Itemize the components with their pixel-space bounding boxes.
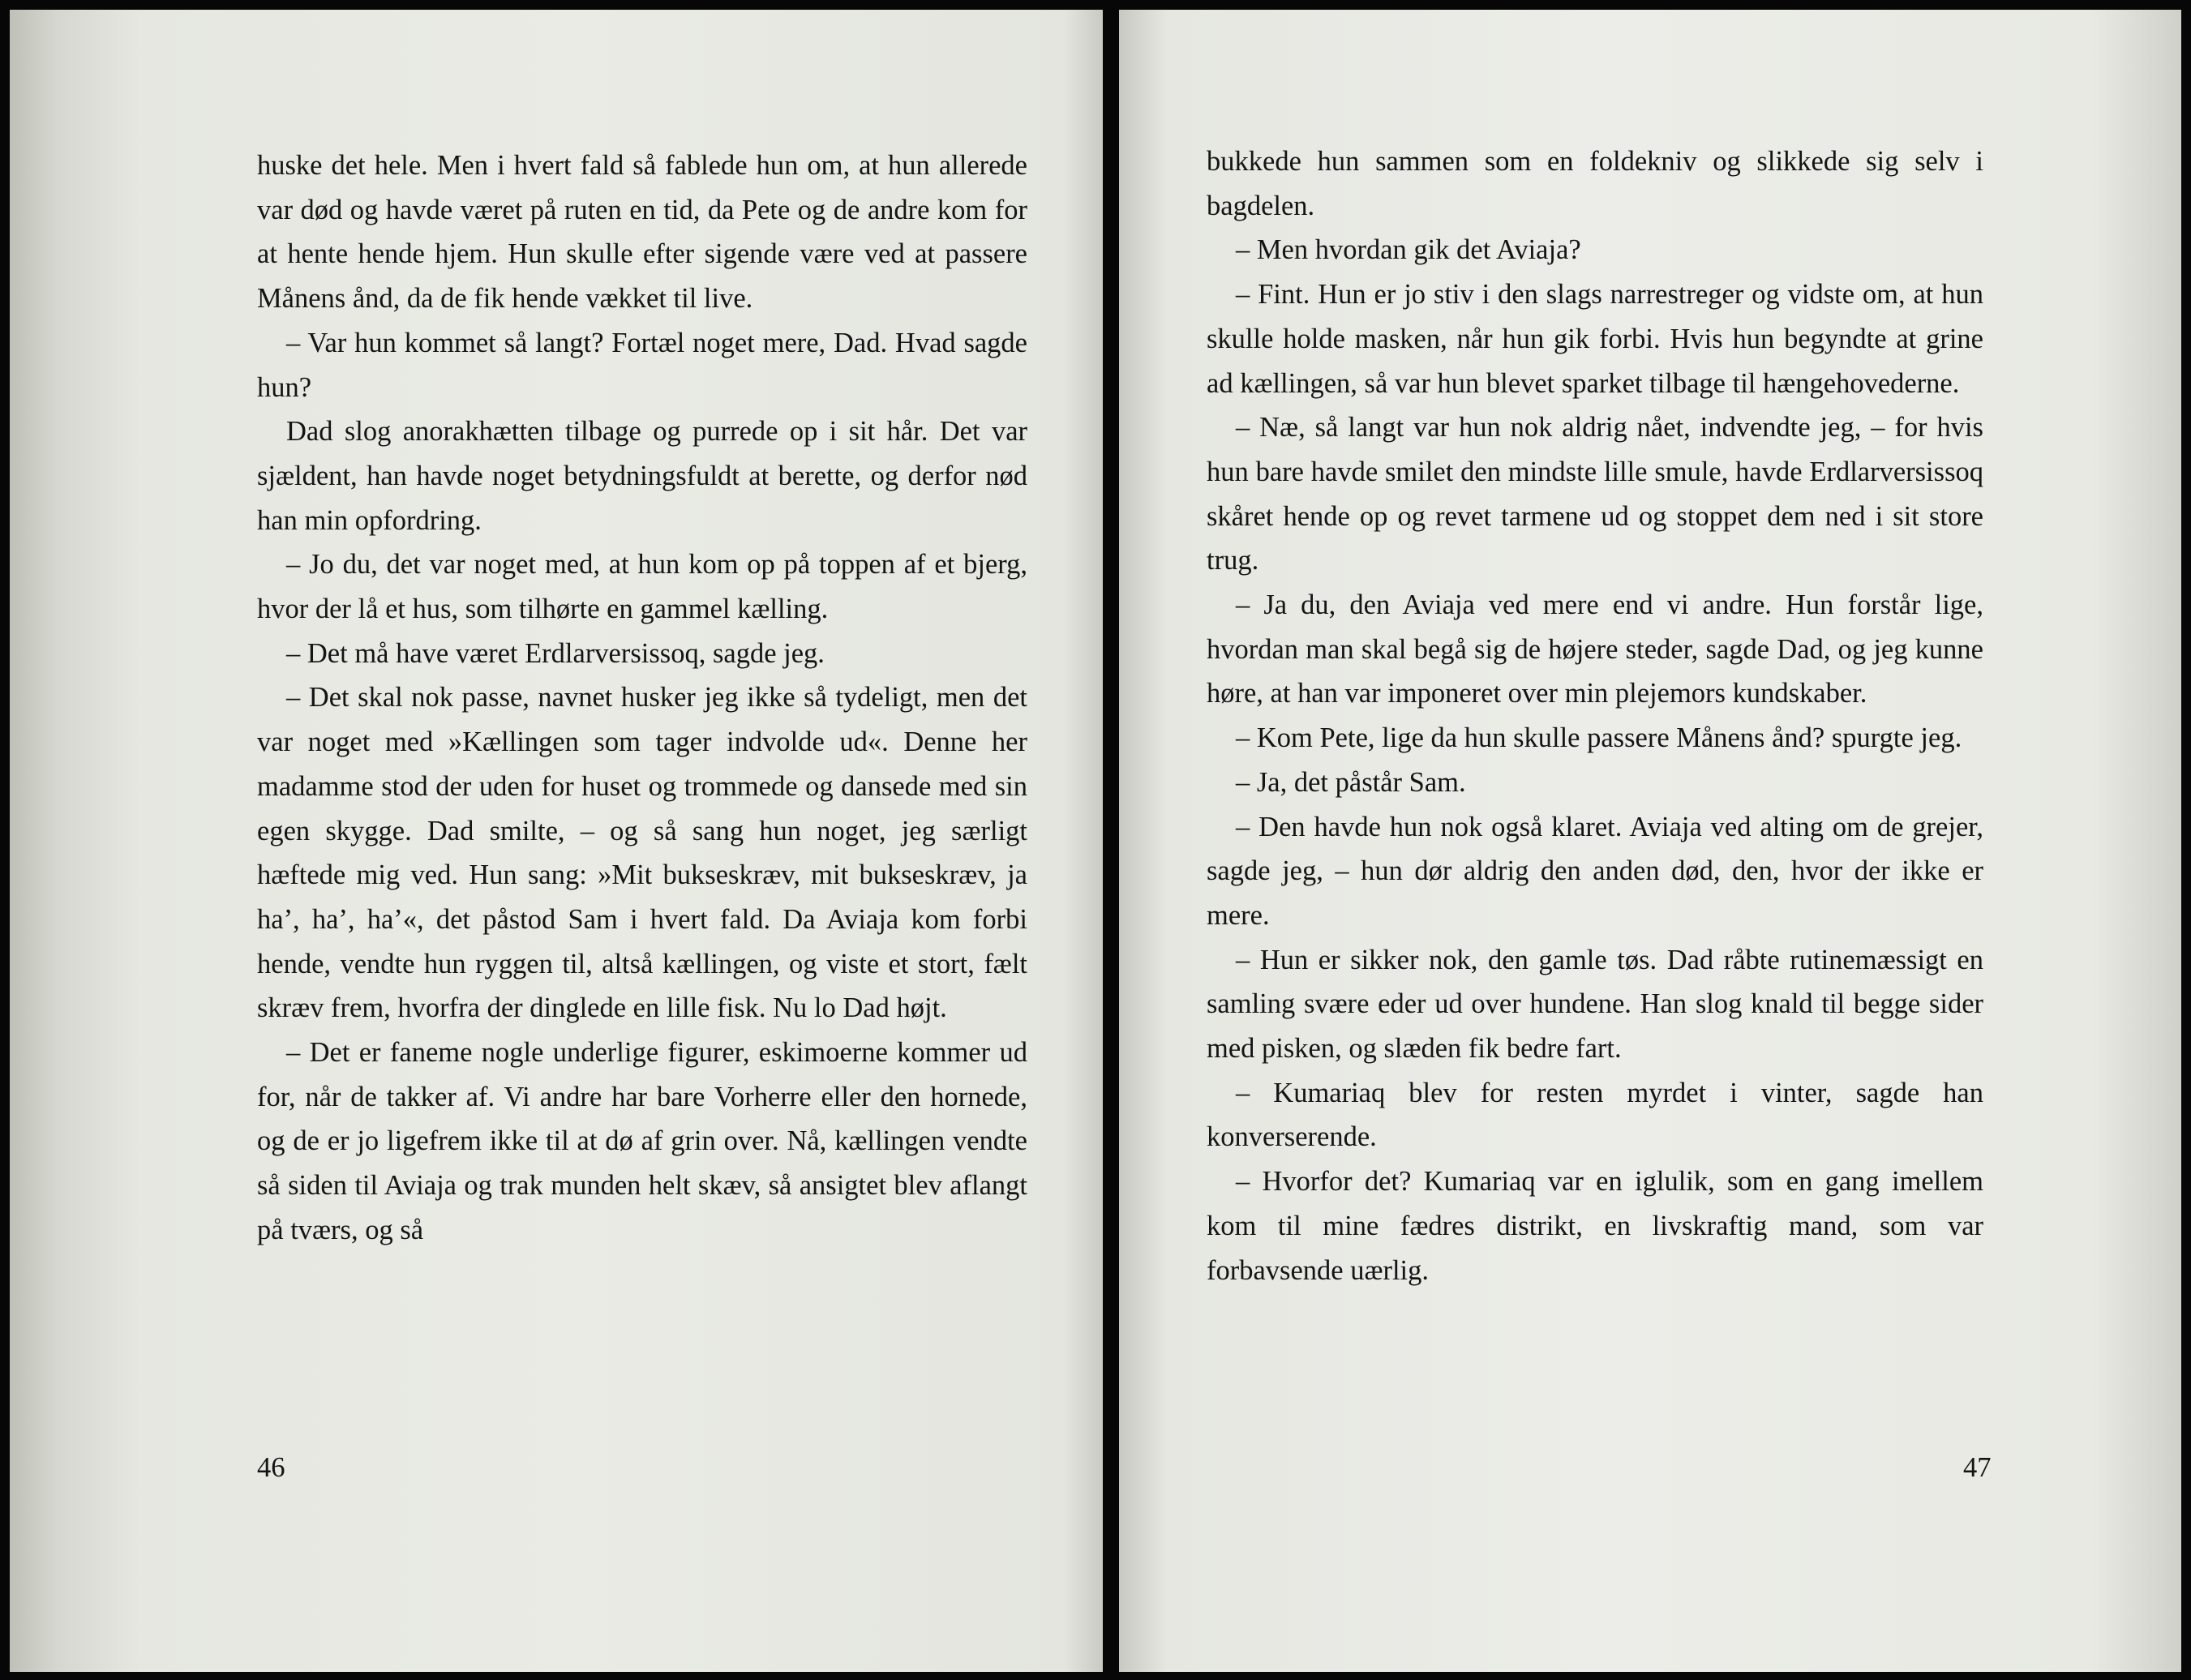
right-page bbox=[1119, 10, 2181, 1672]
page-number-right: 47 bbox=[1963, 1452, 1992, 1483]
paragraph: – Ja du, den Aviaja ved mere end vi andre. Hun forstår lige, hvordan man skal begå sig de højere steder, sagde Dad, og jeg kunne høre, at han var imponeret over min plejemors kundskaber. bbox=[1207, 589, 1983, 709]
paragraph: – Det må have været Erdlarversissoq, sagde jeg. bbox=[286, 637, 825, 669]
left-page bbox=[10, 10, 1103, 1672]
paragraph: – Ja, det påstår Sam. bbox=[1236, 766, 1466, 798]
right-page-text bbox=[1207, 139, 1983, 1292]
paragraph: – Kom Pete, lige da hun skulle passere Månens ånd? spurgte jeg. bbox=[1236, 722, 1962, 754]
paragraph: – Fint. Hun er jo stiv i den slags narrestreger og vidste om, at hun skulle holde masken, når hun gik forbi. Hvis hun begyndte at grine ad kællingen, så var hun blevet sparket tilbage til hængehovederne. bbox=[1207, 279, 1983, 399]
paragraph: Dad slog anorakhætten tilbage og purrede op i sit hår. Det var sjældent, han havde noget betydningsfuldt at berette, og derfor nød han min opfordring. bbox=[257, 416, 1027, 536]
paragraph: – Næ, så langt var hun nok aldrig nået, indvendte jeg, – for hvis hun bare havde smilet den mindste lille smule, havde Erdlarversissoq skåret hende op og revet tarmene ud og stoppet dem ned i sit store trug. bbox=[1207, 412, 1983, 576]
paragraph: huske det hele. Men i hvert fald så fablede hun om, at hun allerede var død og havde været på ruten en tid, da Pete og de andre kom for at hente hende hjem. Hun skulle efter sigende være ved at passere Månens ånd, da de fik hende vækket til live. bbox=[257, 150, 1027, 315]
paragraph: – Hun er sikker nok, den gamle tøs. Dad råbte rutinemæssigt en samling svære eder ud over hundene. Han slog knald til begge sider med pisken, og slæden fik bedre fart. bbox=[1207, 944, 1983, 1065]
paragraph: – Hvorfor det? Kumariaq var en iglulik, som en gang imellem kom til mine fædres distrikt, en livskraftig mand, som var forbavsende uærlig. bbox=[1207, 1166, 1983, 1286]
paragraph: – Det er faneme nogle underlige figurer, eskimoerne kommer ud for, når de takker af. Vi andre har bare Vorherre eller den hornede, og de er jo ligefrem ikke til at dø af grin over. Nå, kællingen vendte så siden til Aviaja og trak munden helt skæv, så ansigtet blev aflangt på tværs, og så bbox=[257, 1037, 1027, 1245]
paragraph: – Men hvordan gik det Aviaja? bbox=[1236, 234, 1581, 266]
paragraph: – Var hun kommet så langt? Fortæl noget mere, Dad. Hvad sagde hun? bbox=[257, 327, 1027, 403]
paragraph: – Den havde hun nok også klaret. Aviaja ved alting om de grejer, sagde jeg, – hun dør aldrig den anden død, den, hvor der ikke er mere. bbox=[1207, 811, 1983, 931]
left-page-text bbox=[257, 144, 1027, 1253]
paragraph: – Kumariaq blev for resten myrdet i vinter, sagde han konverserende. bbox=[1207, 1077, 1983, 1153]
paragraph: – Jo du, det var noget med, at hun kom op på toppen af et bjerg, hvor der lå et hus, som tilhørte en gammel kælling. bbox=[257, 549, 1027, 625]
paragraph: bukkede hun sammen som en foldekniv og slikkede sig selv i bagdelen. bbox=[1207, 146, 1983, 221]
paragraph: – Det skal nok passe, navnet husker jeg ikke så tydeligt, men det var noget med »Kællingen som tager indvolde ud«. Denne her madamme stod der uden for huset og trommede og dansede med sin egen skygge. Dad smilte, – og så sang hun noget, jeg særligt hæftede mig ved. Hun sang: »Mit bukseskræv, mit bukseskræv, ja ha’, ha’, ha’«, det påstod Sam i hvert fald. Da Aviaja kom forbi hende, vendte hun ryggen til, altså kællingen, og viste et stort, fælt skræv frem, hvorfra der dinglede en lille fisk. Nu lo Dad højt. bbox=[257, 682, 1027, 1024]
page-number-left: 46 bbox=[257, 1452, 285, 1483]
